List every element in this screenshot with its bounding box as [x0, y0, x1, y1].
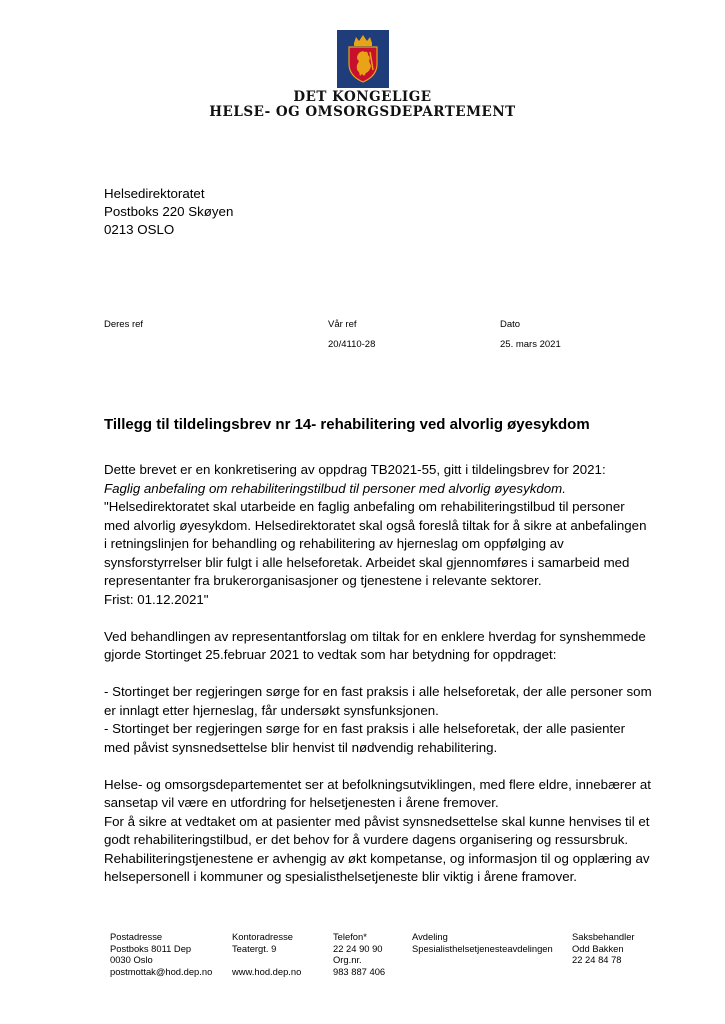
body-line: sansetap vil være en utfordring for helsetjenesten i årene fremover.: [104, 795, 499, 810]
body-line: representanter fra brukerorganisasjoner og tjenestene i relevante sektorer.: [104, 573, 542, 588]
letter-body: [104, 461, 664, 905]
assignment-title: Faglig anbefaling om rehabiliteringstilbud til personer med alvorlig øyesykdom.: [104, 480, 566, 496]
var-ref: [328, 319, 375, 351]
body-line: i retningslinjen for behandling og rehabilitering av hjerneslag om oppfølging av: [104, 536, 564, 551]
footer-text: 983 887 406: [333, 965, 386, 977]
recipient-postal: 0213 OSLO: [104, 222, 175, 237]
paragraph-1: [104, 461, 664, 609]
deres-ref: [104, 319, 143, 331]
recipient-address: [104, 185, 233, 239]
body-line: - Stortinget ber regjeringen sørge for en fast praksis i alle helseforetak, der alle personer som: [104, 684, 652, 699]
ministry-name-line1: DET KONGELIGE: [293, 89, 432, 105]
footer-text: Avdeling: [412, 931, 448, 942]
paragraph-4: [104, 776, 664, 887]
footer-text: Telefon*: [333, 931, 367, 942]
date-label: Dato: [500, 319, 521, 330]
footer-postal-address: [110, 931, 212, 977]
body-line: "Helsedirektoratet skal utarbeide en faglig anbefaling om rehabiliteringstilbud til personer: [104, 499, 625, 514]
body-line: For å sikre at vedtaket om at pasienter med påvist synsnedsettelse skal kunne henvises til et: [104, 813, 650, 829]
deadline-line: Frist: 01.12.2021": [104, 591, 209, 607]
footer-text: Saksbehandler: [572, 931, 635, 942]
footer-text: Org.nr.: [333, 954, 362, 965]
footer-email: postmottak@hod.dep.no: [110, 965, 213, 977]
deres-ref-label: Deres ref: [104, 319, 144, 330]
body-line: med alvorlig øyesykdom. Helsedirektoratet skal også foreslå tiltak for å sikre at anbefalingen: [104, 517, 647, 533]
coat-of-arms-icon: [337, 30, 389, 88]
footer-text: Postadresse: [110, 931, 163, 942]
footer-text: 22 24 84 78: [572, 954, 622, 965]
footer-text: Odd Bakken: [572, 942, 624, 954]
footer-text: Postboks 8011 Dep: [110, 942, 192, 954]
footer-text: 0030 Oslo: [110, 954, 153, 965]
paragraph-2: [104, 628, 664, 665]
var-ref-label: Vår ref: [328, 319, 357, 330]
footer-text: [232, 954, 301, 966]
paragraph-3: [104, 683, 664, 757]
body-line: helsepersonell i kommuner og spesialisthelsetjeneste blir viktig i årene framover.: [104, 869, 578, 884]
footer-office-address: [232, 931, 301, 977]
body-line: gjorde Stortinget 25.februar 2021 to vedtak som har betydning for oppdraget:: [104, 647, 557, 662]
ministry-name-line2: HELSE- OG OMSORGSDEPARTEMENT: [209, 104, 516, 120]
footer-phone: [333, 931, 385, 977]
footer-text: Teatergt. 9: [232, 942, 277, 954]
date-ref: [500, 319, 561, 351]
body-line: Helse- og omsorgsdepartementet ser at befolkningsutviklingen, med flere eldre, innebærer at: [104, 776, 651, 792]
footer-text: Spesialisthelsetjenesteavdelingen: [412, 942, 553, 954]
body-line: - Stortinget ber regjeringen sørge for en fast praksis i alle helseforetak, der alle pasienter: [104, 721, 626, 736]
body-line: godt rehabiliteringstilbud, er det behov for å vurdere dagens organisering og ressursbruk.: [104, 832, 629, 847]
footer-text: Kontoradresse: [232, 931, 293, 942]
var-ref-value: 20/4110-28: [328, 339, 376, 350]
date-value: 25. mars 2021: [500, 339, 561, 350]
footer-case-handler: [572, 931, 635, 966]
recipient-name: Helsedirektoratet: [104, 186, 205, 201]
footer-text: 22 24 90 90: [333, 942, 383, 954]
body-line: Ved behandlingen av representantforslag om tiltak for en enklere hverdag for synshemmede: [104, 628, 646, 644]
footer-website: www.hod.dep.no: [232, 965, 302, 977]
body-line: er innlagt etter hjerneslag, får undersøkt synsfunksjonen.: [104, 702, 439, 718]
body-line: synsforstyrrelser blir fulgt i alle helseforetak. Arbeidet skal gjennomføres i samarbeid med: [104, 554, 630, 570]
ministry-logo: [0, 30, 725, 88]
body-line: med påvist synsnedsettelse blir henvist til nødvendig rehabilitering.: [104, 739, 498, 755]
letter-title: Tillegg til tildelingsbrev nr 14- rehabilitering ved alvorlig øyesykdom: [104, 416, 590, 433]
footer-department: [412, 931, 553, 954]
body-line: Rehabiliteringstjenestene er avhengig av økt kompetanse, og informasjon til og opplæring av: [104, 850, 650, 866]
body-line: Dette brevet er en konkretisering av oppdrag TB2021-55, gitt i tildelingsbrev for 2021:: [104, 462, 606, 477]
recipient-street: Postboks 220 Skøyen: [104, 204, 234, 219]
